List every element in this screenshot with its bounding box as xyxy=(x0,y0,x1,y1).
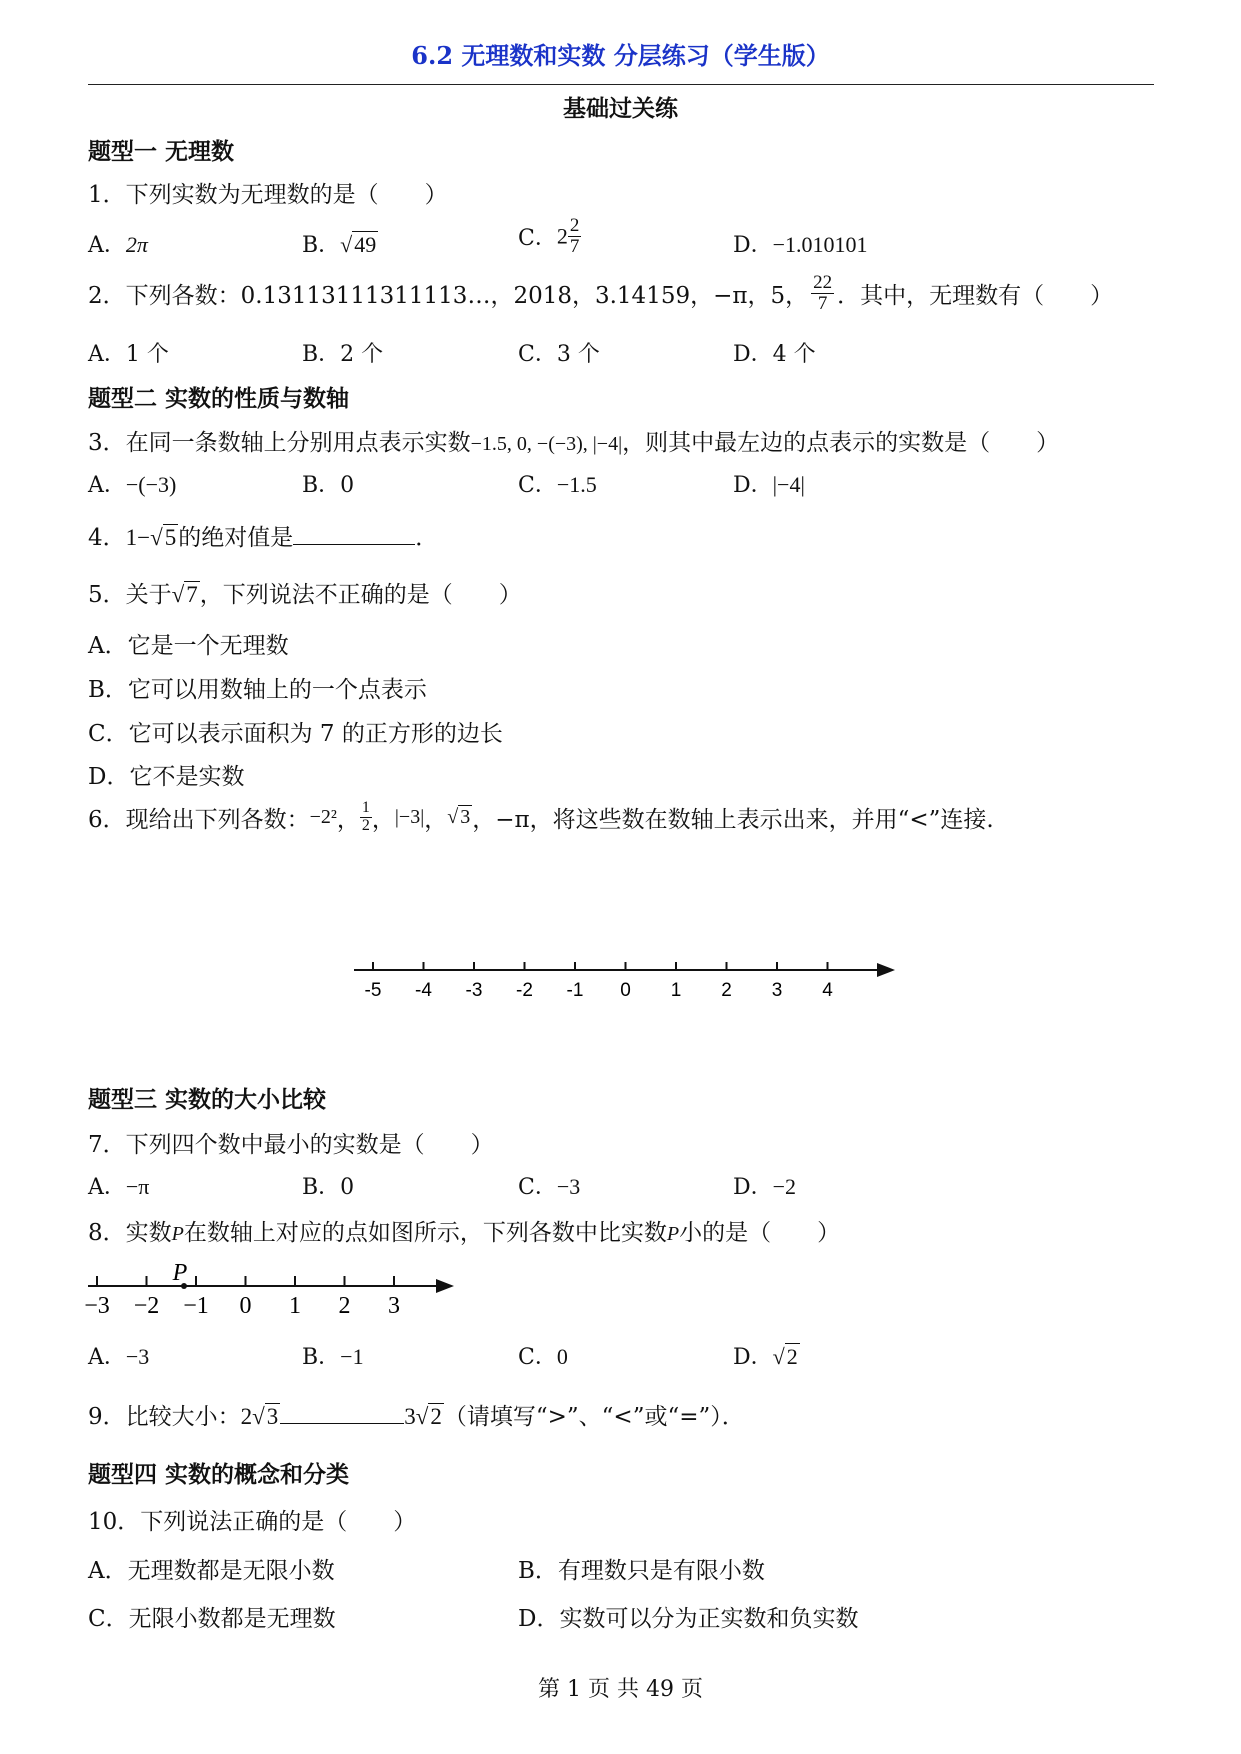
question-3-stem: 3．在同一条数轴上分别用点表示实数−1.5, 0, −(−3), |−4|，则其中最左边的点表示的实数是（ ） xyxy=(88,430,1060,456)
q6-axis-tick-label: 3 xyxy=(771,980,783,1001)
answer-blank[interactable] xyxy=(280,1403,404,1424)
q7-option-c: C．−3 xyxy=(518,1174,581,1200)
question-9-stem: 9．比较大小：2√3 3√2（请填写“>”、“<”或“=”）． xyxy=(88,1404,745,1430)
q8-axis-tick-label: −3 xyxy=(84,1293,110,1319)
header-divider xyxy=(88,84,1154,85)
q8-option-a: A．−3 xyxy=(88,1344,150,1370)
q1-option-a: A．2π xyxy=(88,232,148,258)
q8-point-label: P xyxy=(172,1260,188,1286)
q7-option-b: B．0 xyxy=(302,1175,355,1200)
question-4-stem: 4．1−√5的绝对值是 ． xyxy=(88,525,439,551)
q8-axis-arrow xyxy=(436,1279,454,1293)
question-6-stem: 6．现给出下列各数：−2²， $\frac{1}{2}$ ，|−3|，√ 3，−π，将这些数在数轴上表示出来，并用“<”连接. xyxy=(88,799,994,834)
q8-axis-tick-label: 3 xyxy=(388,1293,400,1319)
q6-axis-tick-label: -1 xyxy=(566,980,584,1001)
q8-axis-tick-label: 2 xyxy=(338,1293,351,1319)
q2-option-c: C．3 个 xyxy=(518,342,600,367)
section-title-2: 题型二 实数的性质与数轴 xyxy=(88,385,350,412)
q1-option-c: C．2 $\frac{2}{7}$ xyxy=(518,215,580,257)
q5-option-d: D．它不是实数 xyxy=(88,764,245,790)
q3-option-a: A．−(−3) xyxy=(88,472,177,498)
subtitle: 基础过关练 xyxy=(563,95,678,122)
q6-axis-tick-label: -5 xyxy=(364,980,382,1001)
page-number-footer: 第 1 页 共 49 页 xyxy=(538,1677,703,1702)
q10-option-a: A．无理数都是无限小数 xyxy=(88,1558,335,1584)
q1-option-d: D．−1.010101 xyxy=(733,232,868,258)
q6-axis-tick-label: 4 xyxy=(822,980,833,1001)
q6-axis-arrow xyxy=(877,963,895,977)
q5-option-a: A．它是一个无理数 xyxy=(88,633,289,659)
q3-option-b: B．0 xyxy=(302,473,355,498)
q6-axis-tick-label: -3 xyxy=(465,980,483,1001)
q7-option-a: A．−π xyxy=(88,1174,150,1200)
q8-axis-tick-label: 1 xyxy=(289,1293,301,1319)
q7-option-d: D．−2 xyxy=(733,1174,797,1200)
q10-option-c: C．无限小数都是无理数 xyxy=(88,1606,336,1632)
q3-option-d: D．|−4| xyxy=(733,472,805,498)
q8-option-d: D．√2 xyxy=(733,1344,798,1370)
question-10-stem: 10．下列说法正确的是（ ） xyxy=(88,1509,417,1535)
document-header-title: 6.2 无理数和实数 分层练习（学生版） xyxy=(411,41,830,70)
question-1-stem: 1．下列实数为无理数的是（ ） xyxy=(88,182,448,208)
q8-option-b: B．−1 xyxy=(302,1344,364,1370)
section-title-4: 题型四 实数的概念和分类 xyxy=(88,1461,350,1488)
q10-option-d: D．实数可以分为正实数和负实数 xyxy=(518,1606,859,1632)
q8-axis-tick-label: −2 xyxy=(133,1293,160,1319)
q5-option-c: C．它可以表示面积为 7 的正方形的边长 xyxy=(88,721,503,747)
q6-number-line xyxy=(340,948,900,1008)
q10-option-b: B．有理数只是有限小数 xyxy=(518,1558,765,1584)
q2-option-a: A．1 个 xyxy=(88,342,169,367)
q8-number-line xyxy=(84,1260,458,1320)
q6-axis-tick-label: 1 xyxy=(670,980,682,1001)
question-5-stem: 5．关于√7，下列说法不正确的是（ ） xyxy=(88,582,522,608)
q3-option-c: C．−1.5 xyxy=(518,472,597,498)
q8-option-c: C．0 xyxy=(518,1344,568,1370)
q8-axis-tick-label: −1 xyxy=(183,1293,209,1319)
question-8-stem: 8．实数P在数轴上对应的点如图所示，下列各数中比实数P小的是（ ） xyxy=(88,1220,841,1246)
q5-option-b: B．它可以用数轴上的一个点表示 xyxy=(88,677,427,703)
q6-axis-tick-label: 0 xyxy=(620,980,631,1001)
q8-axis-tick-label: 0 xyxy=(239,1293,252,1319)
q6-axis-tick-label: 2 xyxy=(721,980,732,1001)
q2-option-d: D．4 个 xyxy=(733,342,816,367)
answer-blank[interactable] xyxy=(293,524,415,545)
q6-axis-tick-label: -2 xyxy=(516,980,533,1001)
section-title-3: 题型三 实数的大小比较 xyxy=(88,1086,327,1113)
question-2-stem: 2．下列各数：0.13113111311113…，2018，3.14159，−π，5， $\frac{22}{7}$ ．其中，无理数有（ ） xyxy=(88,272,1114,314)
question-7-stem: 7．下列四个数中最小的实数是（ ） xyxy=(88,1132,494,1158)
q2-option-b: B．2 个 xyxy=(302,342,384,367)
q1-option-b: B．√49 xyxy=(302,232,377,258)
section-title-1: 题型一 无理数 xyxy=(88,138,235,165)
q6-axis-tick-label: -4 xyxy=(415,980,432,1001)
